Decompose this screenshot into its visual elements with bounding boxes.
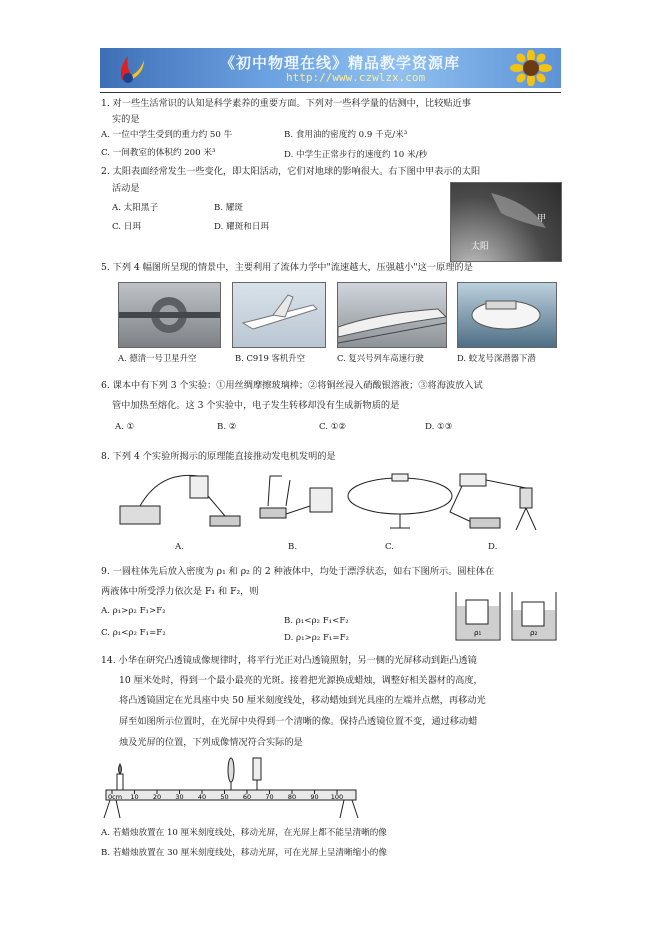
- q8-figure-a: [120, 475, 240, 526]
- q5-photo-c-train: [337, 282, 447, 348]
- ruler-tick-label: 30: [175, 793, 184, 801]
- q1-stem: 1. 对一些生活常识的认知是科学素养的重要方面。下列对一些科学量的估测中，比较贴近事: [101, 98, 471, 109]
- banner-url[interactable]: http://www.czwlzx.com: [286, 71, 426, 84]
- q14-line-1: 14. 小华在研究凸透镜成像规律时，将平行光正对凸透镜照射，另一侧的光屏移动到距凸透镜: [101, 655, 477, 666]
- q5-photo-a-satellite: [118, 282, 221, 348]
- q9-label-rho2: ρ₂: [530, 629, 538, 637]
- q6-option-b: B. ②: [217, 422, 237, 432]
- ruler-tick-label: 80: [287, 793, 297, 801]
- q5-caption-b: B. C919 客机升空: [235, 353, 306, 363]
- q14-line-4: 屏至如图所示位置时，在光屏中央得到一个清晰的像。保持凸透镜位置不变，通过移动蜡: [119, 716, 478, 727]
- q5-stem: 5. 下列 4 幅图所呈现的情景中，主要利用了流体力学中"流速越大，压强越小"这一原理的是: [101, 262, 473, 273]
- q8-label-d: D.: [488, 542, 498, 552]
- q1-option-a: A. 一位中学生受到的重力约 50 牛: [101, 130, 233, 140]
- q9-option-a: A. ρ₁>ρ₂ F₁>F₂: [101, 606, 166, 616]
- q5-photo-b-airliner: [232, 282, 326, 348]
- q14-option-b: B. 若蜡烛放置在 30 厘米刻度线处，移动光屏，可在光屏上呈清晰缩小的像: [101, 848, 387, 858]
- q6-stem-cont: 管中加热至熔化。这 3 个实验中，电子发生转移却没有生成新物质的是: [112, 400, 400, 411]
- q6-option-d: D. ①③: [425, 422, 453, 432]
- q14-line-3: 将凸透镜固定在光具座中央 50 厘米刻度线处，移动蜡烛到光具座的左端并点燃，再移动光: [119, 695, 486, 706]
- q9-option-c: C. ρ₁<ρ₂ F₁=F₂: [101, 628, 166, 638]
- q5-caption-d: D. 蛟龙号深潜器下潜: [457, 353, 536, 363]
- solar-activity-image: [450, 182, 562, 262]
- header-banner: [100, 48, 561, 88]
- q1-option-b: B. 食用油的密度约 0.9 千克/米³: [284, 130, 408, 140]
- q8-label-b: B.: [288, 542, 298, 552]
- ruler-tick-label: 100: [330, 793, 344, 801]
- q2-option-d: D. 耀斑和日珥: [214, 222, 270, 232]
- ruler-tick-label: 20: [152, 793, 162, 801]
- bench-leg-right: [340, 800, 358, 818]
- q8-experiment-figures: [110, 466, 560, 546]
- q1-stem-cont: 实的是: [112, 114, 140, 125]
- q5-caption-a: A. 德清一号卫星升空: [118, 353, 197, 363]
- q2-option-a: A. 太阳黑子: [112, 203, 159, 213]
- q14-line-2: 10 厘米处时，得到一个最小最亮的光斑。接着把光源换成蜡烛，调整好相关器材的高度，: [119, 675, 483, 686]
- solar-label-sun: 太阳: [471, 242, 490, 252]
- q6-stem: 6. 课本中有下列 3 个实验：①用丝绸摩擦玻璃棒；②将铜丝浸入硝酸银溶液；③将海波放入试: [101, 380, 483, 391]
- q8-figure-d: [450, 474, 536, 530]
- q2-option-b: B. 耀斑: [214, 203, 243, 213]
- q9-label-rho1: ρ₁: [474, 629, 482, 637]
- header-rule: [100, 92, 561, 93]
- q9-beakers-figure: [450, 588, 562, 644]
- q8-figure-c: [348, 474, 452, 528]
- light-screen: [253, 758, 261, 790]
- q1-option-d: D. 中学生正常步行的速度约 10 米/秒: [284, 150, 428, 160]
- q8-stem: 8. 下列 4 个实验所揭示的原理能直接推动发电机发明的是: [101, 451, 336, 462]
- q9-option-d: D. ρ₁>ρ₂ F₁=F₂: [284, 633, 349, 643]
- ruler-tick-label: 50: [220, 793, 229, 801]
- solar-label-jia: 甲: [537, 214, 547, 224]
- q6-option-c: C. ①②: [319, 422, 347, 432]
- q8-label-a: A.: [175, 542, 184, 552]
- logo-icon: [114, 50, 150, 86]
- q8-label-c: C.: [385, 542, 395, 552]
- q2-stem-cont: 活动是: [112, 183, 140, 194]
- convex-lens: [228, 758, 234, 790]
- q9-stem: 9. 一圆柱体先后放入密度为 ρ₁ 和 ρ₂ 的 2 种液体中，均处于漂浮状态，如右下图所示。圆柱体在: [101, 566, 495, 577]
- q5-photo-d-submersible: [457, 282, 557, 348]
- ruler-tick-label: 90: [310, 793, 319, 801]
- q9-option-b: B. ρ₁<ρ₂ F₁<F₂: [284, 616, 349, 626]
- ruler-tick-label: 10: [130, 793, 139, 801]
- q6-option-a: A. ①: [115, 422, 135, 432]
- q2-stem: 2. 太阳表面经常发生一些变化，即太阳活动，它们对地球的影响很大。右下图中甲表示的太阳: [101, 166, 481, 177]
- ruler-tick-label: 60: [242, 793, 252, 801]
- ruler-tick-label: 40: [197, 793, 207, 801]
- banner-title: 《初中物理在线》精品教学资源库: [220, 54, 461, 72]
- ruler-tick-label: 70: [265, 793, 274, 801]
- bench-leg-left: [104, 800, 120, 818]
- optical-bench-figure: [100, 756, 365, 822]
- ruler-tick-label: 0cm: [108, 793, 123, 801]
- q1-option-c: C. 一间教室的体积约 200 米³: [101, 148, 216, 158]
- candle: [117, 764, 123, 790]
- q9-stem-cont: 两液体中所受浮力依次是 F₁ 和 F₂，则: [101, 586, 259, 597]
- q2-option-c: C. 日珥: [112, 222, 141, 232]
- q14-line-5: 烛及光屏的位置，下列成像情况符合实际的是: [119, 737, 303, 748]
- q5-caption-c: C. 复兴号列车高速行驶: [337, 353, 424, 363]
- sunflower-icon: [509, 50, 553, 86]
- q8-figure-b: [260, 476, 332, 518]
- q14-option-a: A. 若蜡烛放置在 10 厘米刻度线处，移动光屏，在光屏上都不能呈清晰的像: [101, 828, 387, 838]
